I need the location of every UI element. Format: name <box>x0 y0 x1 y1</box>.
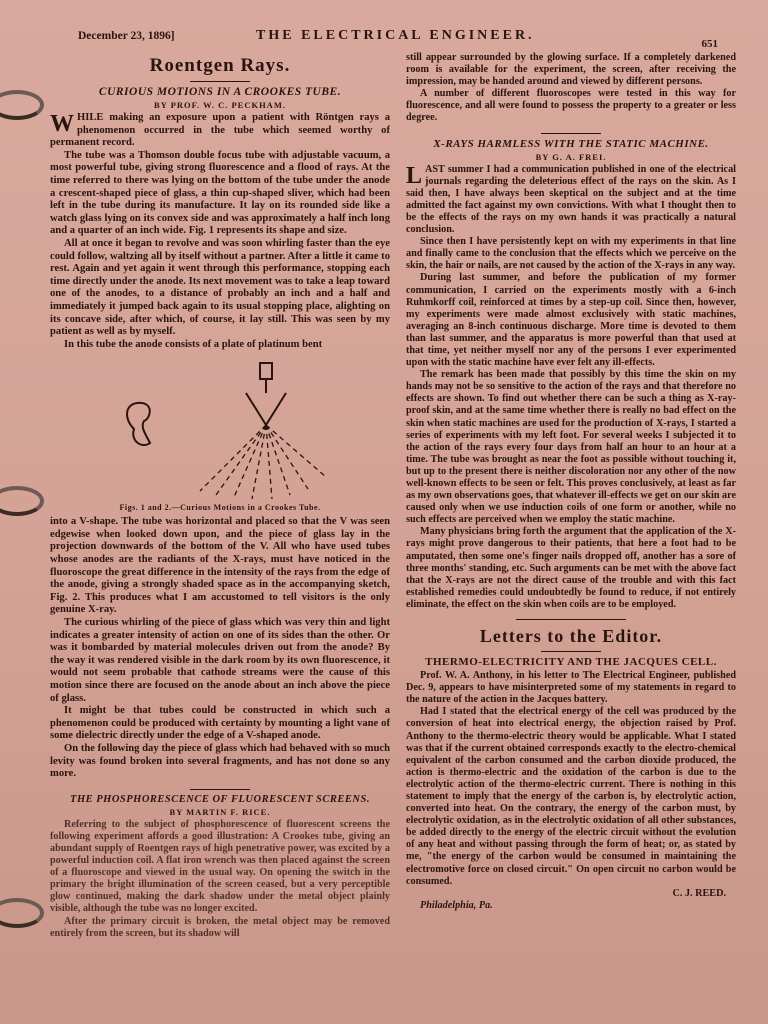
paragraph: During last summer, and before the publication of my former communication, I carried on the experiments mostly with a 6-inch Ruhmkorff coil, reinforced at times by a step-up coil. Since then, however, my experiments were made almost exclusively with static machines, averaging an 8-inch continuous discharge. More time is devoted to them than last summer, and the apparatus is more powerful than that used at that time, yet neither myself nor any of the persons I ever experimented upon with the static machine have ever felt any ill-effects. <box>406 272 736 369</box>
left-column <box>50 52 390 1012</box>
paragraph: The curious whirling of the piece of glass which was very thin and light indicates a greater intensity of action on one of its sides than the other. Or was it bombarded by material molecules driven out from the anode? By the way it was rendered visible in the dark room by its own fluorescence, it would not seem probable that cathode streams were the cause of this motion since there are focused on the anode about an inch above the piece of glass. <box>50 617 390 704</box>
paragraph: In this tube the anode consists of a plate of platinum bent <box>64 338 323 350</box>
title-divider <box>541 651 601 652</box>
glass-sliver-shape <box>127 403 150 445</box>
article-byline: BY PROF. W. C. PECKHAM. <box>154 100 286 110</box>
journal-title: THE ELECTRICAL ENGINEER. <box>256 28 535 43</box>
letter-signature: C. J. REED. <box>672 887 726 899</box>
paragraph: WHILE making an exposure upon a patient with Röntgen rays a phenomenon occurred in the tube which seemed worthy of permanent record. <box>50 111 390 149</box>
figure-crookes-tube <box>50 359 390 501</box>
paragraph: A number of different fluoroscopes were tested in this way for fluorescence, and all were found to possess the property to a greater or less degree. <box>406 88 736 124</box>
title-divider <box>190 81 250 82</box>
binder-ring-icon <box>0 90 44 120</box>
paragraph: It might be that tubes could be constructed in which such a phenomenon could be produced with certainty by mounting a light vane of some dielectric directly under the edge of a V-shaped anode. <box>50 705 390 742</box>
page-number: 651 <box>701 38 718 50</box>
right-column <box>406 52 736 1012</box>
section-divider <box>541 133 601 134</box>
paragraph: All at once it began to revolve and was soon whirling faster than the eye could follow, waltzing all by itself without a partner. After a little it came to rest. Again and yet again it went through this performance, stopping each time directly under the anode. Its next movement was to take a leap toward one of the anodes, to a distance of probably an inch and a half and immediately it jumped back again to its usual stopping place, alighting on its concave side, after which, of course, it lay still. This was seen by my patient as well as by myself. <box>50 237 390 338</box>
paragraph: Since then I have persistently kept on with my experiments in that line and finally came to the conclusion that the effects which we perceive on the skin, the hair or nails, are not caused by the action of the X-rays in any way. <box>406 236 736 272</box>
paragraph: still appear surrounded by the glowing surface. If a completely darkened room is available for the experiment, the screen, after receiving the impression, may be handed around and viewed by different persons. <box>406 52 736 88</box>
paragraph: After the primary circuit is broken, the metal object may be removed entirely from the screen, but its shadow will <box>50 915 390 939</box>
figure-illustration <box>50 359 390 501</box>
section-divider <box>516 619 626 620</box>
article-byline: BY MARTIN F. RICE. <box>169 806 271 817</box>
paragraph: Referring to the subject of phosphorescence of fluorescent screens the following experiment affords a good illustration: A Crookes tube, giving an abundant supply of Roentgen rays of high penetrative power, was excited by a powerful induction coil. A flat iron wrench was then placed against the screen of a fluoroscope and viewed in the usual way. On opening the switch in the primary the bright illumination of the screen ceased, but a very perceptible glow continued, making the dark shadow under the metal object plainly visible, although the tube was no longer excited. <box>50 818 390 915</box>
article-title-roentgen: Roentgen Rays. <box>149 55 291 76</box>
drop-cap: W <box>50 111 74 137</box>
paragraph: Prof. W. A. Anthony, in his letter to The Electrical Engineer, published Dec. 9, appears to have misinterpreted some of my statements in regard to the nature of the action in the Jacques battery. <box>406 670 736 706</box>
paragraph: The remark has been made that possibly by this time the skin on my hands may not be so sensitive to the action of the rays and that therefore no effects are shown. To find out whether there can be such a thing as X-ray-proof skin, and at the same time whether there is really no bad effect on the skin when static machines are used for the production of X-rays, I started a series of experiments with my left foot. For several weeks I subjected it to the action of the rays every four days from half an hour to an hour at a time. The tube was brought as near the foot as possible without touching it, but up to the present there is neither discoloration nor any other of the now well-known effects to be seen or felt. This proves conclusively, at least as far as my own observations goes, that whatever ill-effects we get on our skin are caused only when we use induction coils of one form or another, while no such effects are perceived when we employ the static machine. <box>406 369 736 526</box>
paragraph: The tube was a Thomson double focus tube with adjustable vacuum, a most powerful tube, giving strong fluorescence and a flood of rays. At the time referred to there was lying on the bottom of the tube under the anode a crescent-shaped piece of glass, a thin cup-shaped sliver, which had been left in the tube during its manufacture. It lay on its rounded side like a watch glass lying on its convex side and was approximately a half inch long and a quarter of an inch wide. Fig. 1 represents its shape and size. <box>50 149 390 237</box>
paragraph: Had I stated that the electrical energy of the cell was produced by the conversion of heat into electrical energy, the objection raised by Prof. Anthony to the thermo-electric theory would be applicable. What I stated was that if the current obtained corresponds exactly to the electro-chemical equivalent of the carbon consumed and the carbon dioxide produced, the action is thermo-electric and the oxidation of the carbon is due to the electrolytic action of the thermo-electric current. There is nothing in this statement to imply that the energy of the carbon is, by electrolytic action, converted into heat. On the contrary, the energy of the carbon must, by electrolytic oxidation, as in the electrolytic oxidation of all other substances, be added directly to the energy of the electric circuit without the evolution of any heat and without passing through the form of heat; or, as stated by me, "the energy of the carbon would be consumed in maintaining the electromotive force on closed circuit." On open circuit no carbon would be consumed. <box>406 706 736 887</box>
binder-ring-icon <box>0 898 44 928</box>
paragraph: Many physicians bring forth the argument that the application of the X-rays might prove dangerous to their patients, that here a foot had to be amputated, then some one's finger nails dropped off, another has a sore of three months' standing, etc. Such arguments can be met with the above fact that the X-rays are not the direct cause of the trouble and with this fact established remedies could undoubtedly be found to reduce, if not entirely eliminate, the effect on the skin when coils are to be employed. <box>406 526 736 610</box>
article-subtitle: CURIOUS MOTIONS IN A CROOKES TUBE. <box>98 86 342 98</box>
paragraph: On the following day the piece of glass which had behaved with so much levity was found broken into several fragments, and has not done so any more. <box>50 742 390 780</box>
letter-subtitle: THERMO-ELECTRICITY AND THE JACQUES CELL. <box>425 656 717 669</box>
page-header <box>78 28 718 48</box>
binder-ring-icon <box>0 486 44 516</box>
paragraph: LAST summer I had a communication published in one of the electrical journals regarding the deleterious effect of the rays on the skin. As I said then, I have always been skeptical on the subject and at the time admitted the fact against my own convictions. With what I thought then to be the effects of the rays on my own hands it was practically a natural conclusion. <box>406 162 736 236</box>
paragraph: into a V-shape. The tube was horizontal and placed so that the V was seen edgewise when looked down upon, and the piece of glass lay in the projection downwards of the bottom of the V. All who have used tubes whose anodes are the radiants of the X-rays, must have noticed in the fluoroscope the great difference in the intensity of the rays from the edge of the anode, giving a strongly shaded space as in the accompanying sketch, Fig. 2. This produces what I am accustomed to tell visitors is the only genuine X-ray. <box>50 516 390 616</box>
issue-date: December 23, 1896] <box>78 30 175 42</box>
article-title-phosphorescence: THE PHOSPHORESCENCE OF FLUORESCENT SCREENS. <box>70 793 370 805</box>
anode-stem <box>260 363 272 379</box>
letter-place: Philadelphia, Pa. <box>420 899 493 911</box>
article-byline: BY G. A. FREI. <box>535 151 607 162</box>
anode-v-shape <box>246 379 286 425</box>
letters-heading: Letters to the Editor. <box>479 626 663 647</box>
article-title-harmless: X-RAYS HARMLESS WITH THE STATIC MACHINE. <box>433 137 709 150</box>
figure-caption: Figs. 1 and 2.—Curious Motions in a Crookes Tube. <box>119 503 321 513</box>
drop-cap: L <box>406 162 423 189</box>
x-ray-lines <box>200 425 326 499</box>
section-divider <box>190 789 250 790</box>
